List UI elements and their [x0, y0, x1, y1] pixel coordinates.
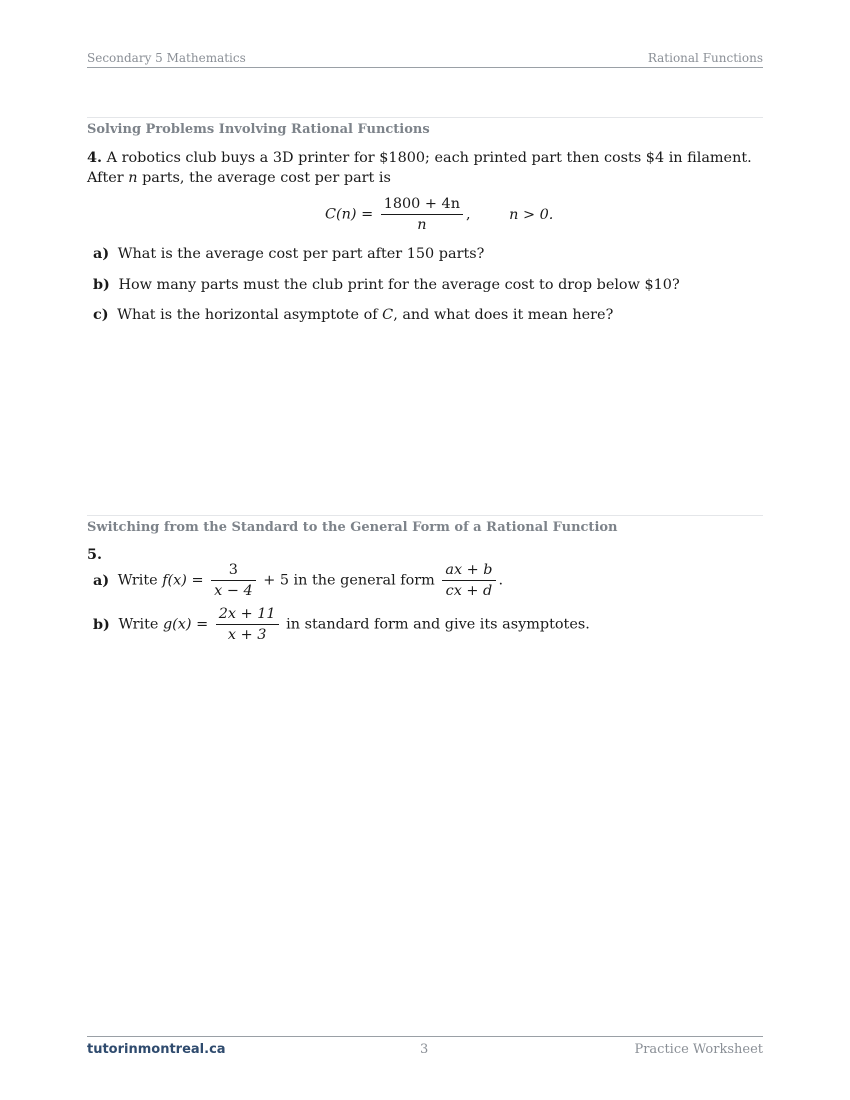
part-label: b) — [93, 276, 110, 293]
part-text-cont: in standard form and give its asymptotes. — [286, 616, 590, 633]
part-text: What is the horizontal asymptote of — [117, 307, 378, 323]
part-label: b) — [93, 615, 110, 633]
part-text-cont: , and what does it mean here? — [393, 307, 614, 323]
formula-lhs: C(n) = — [325, 206, 374, 223]
problem-4-statement — [87, 148, 763, 188]
formula-fraction — [381, 196, 463, 233]
section-title: Solving Problems Involving Rational Functions — [87, 122, 430, 137]
variable-n: n — [128, 170, 138, 186]
problem-4-part-c — [93, 305, 613, 325]
problem-4-part-a — [93, 244, 484, 264]
fraction-numerator: 1800 + 4n — [381, 196, 463, 215]
formula-comma: , — [465, 206, 471, 223]
header-course: Secondary 5 Mathematics — [87, 51, 246, 65]
part-text: What is the average cost per part after 150 parts? — [117, 246, 485, 262]
part-label: a) — [93, 245, 110, 262]
section-divider — [87, 515, 763, 516]
problem-4-part-b — [93, 275, 680, 295]
problem-text-cont: parts, the average cost per part is — [142, 170, 391, 186]
period: . — [498, 572, 504, 589]
problem-5-part-b — [93, 606, 590, 643]
problem-number: 5. — [87, 546, 103, 563]
fraction-numerator: ax + b — [442, 562, 495, 581]
general-form-fraction — [442, 562, 495, 599]
fraction-numerator: 2x + 11 — [216, 606, 279, 625]
function-f-lhs: f(x) = — [162, 572, 204, 589]
footer-divider — [87, 1036, 763, 1037]
part-text: Write — [117, 572, 158, 589]
fraction-denominator: x + 3 — [227, 627, 267, 643]
fraction-denominator: x − 4 — [214, 583, 253, 599]
problem-5-part-a — [93, 562, 503, 599]
footer-website: tutorinmontreal.ca — [87, 1042, 226, 1057]
part-text: How many parts must the club print for the average cost to drop below $10? — [118, 277, 680, 293]
part-label: c) — [93, 306, 109, 323]
cost-formula — [325, 196, 553, 233]
f-fraction — [211, 562, 255, 599]
header-topic: Rational Functions — [647, 51, 763, 65]
part-label: a) — [93, 571, 110, 589]
variable-c: C — [382, 307, 394, 323]
part-text-cont: + 5 in the general form — [263, 572, 435, 589]
problem-text: A robotics club buys a 3D printer for $1800; each printed part then costs $4 in filament. After — [87, 150, 752, 186]
formula-condition: n > 0. — [509, 206, 554, 223]
g-fraction — [216, 606, 279, 643]
part-text: Write — [118, 616, 159, 633]
section-title: Switching from the Standard to the General Form of a Rational Function — [87, 520, 618, 535]
page-number: 3 — [420, 1042, 429, 1057]
footer-doc-type: Practice Worksheet — [634, 1042, 763, 1057]
function-g-lhs: g(x) = — [162, 616, 209, 633]
fraction-numerator: 3 — [211, 562, 255, 581]
header-divider — [87, 67, 763, 68]
fraction-denominator: cx + d — [445, 583, 493, 599]
problem-number: 4. — [87, 149, 103, 166]
fraction-denominator: n — [417, 217, 427, 233]
section-divider — [87, 117, 763, 118]
